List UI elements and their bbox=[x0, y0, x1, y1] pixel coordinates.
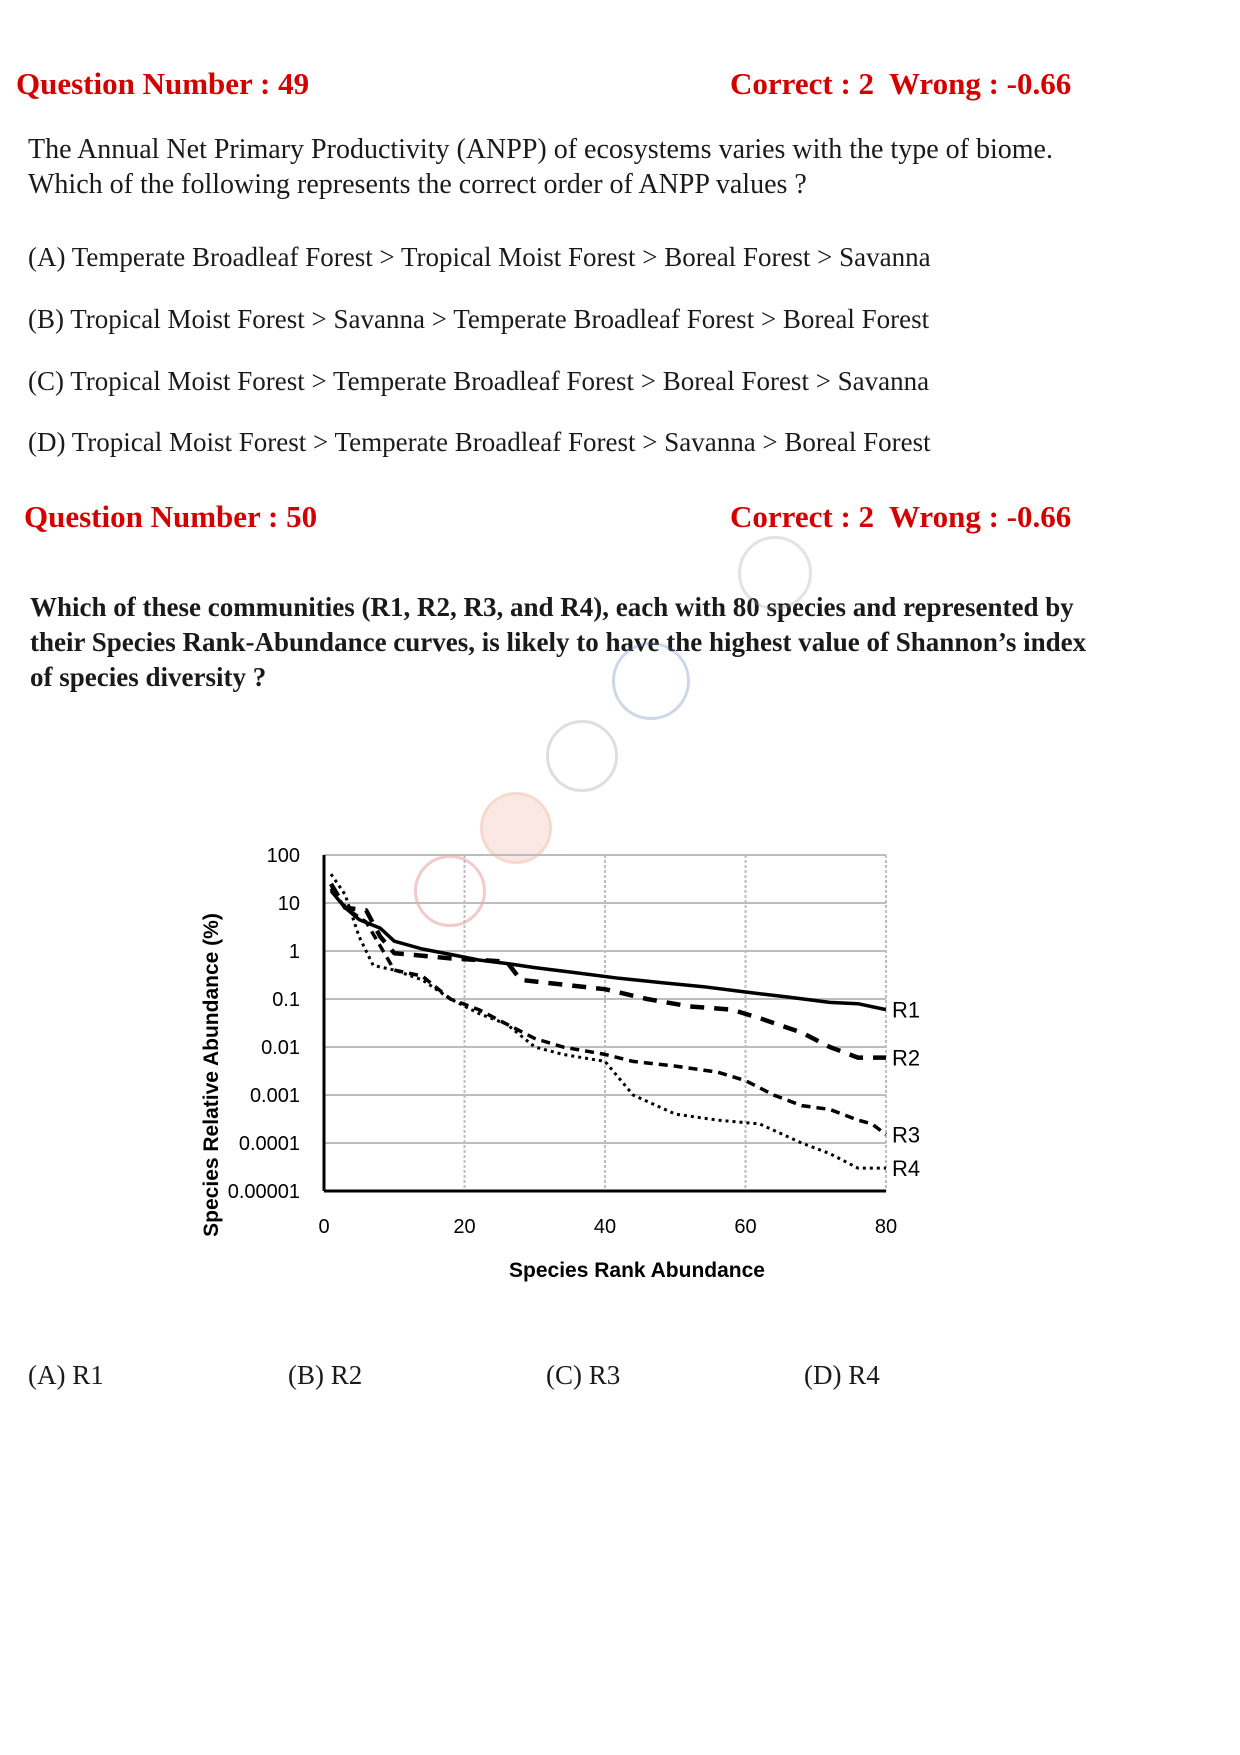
chart-series bbox=[331, 874, 920, 1181]
y-tick-label: 0.01 bbox=[261, 1037, 300, 1059]
watermark-seal bbox=[612, 642, 690, 720]
q50-marks: Correct : 2 Wrong : -0.66 bbox=[730, 499, 1072, 534]
y-tick-label: 1 bbox=[288, 941, 300, 963]
q49-option-c[interactable]: (C) Tropical Moist Forest > Temperate Broadleaf Forest > Boreal Forest > Savanna bbox=[28, 366, 930, 396]
rank-abundance-chart bbox=[200, 835, 940, 1295]
q50-option-a[interactable]: (A) R1 bbox=[28, 1360, 104, 1390]
q49-option-a[interactable]: (A) Temperate Broadleaf Forest > Tropical Moist Forest > Boreal Forest > Savanna bbox=[28, 242, 931, 272]
y-tick-label: 0.0001 bbox=[238, 1133, 300, 1155]
y-tick-label: 10 bbox=[277, 893, 300, 915]
series-line-r2 bbox=[331, 884, 886, 1058]
q50-heading: Question Number : 50 bbox=[24, 499, 318, 534]
q49-option-d[interactable]: (D) Tropical Moist Forest > Temperate Broadleaf Forest > Savanna > Boreal Forest bbox=[28, 427, 931, 457]
x-tick-label: 20 bbox=[453, 1216, 476, 1238]
series-label-r4: R4 bbox=[892, 1156, 921, 1182]
q49-heading: Question Number : 49 bbox=[16, 66, 310, 101]
x-tick-label: 40 bbox=[593, 1216, 617, 1238]
chart-grid bbox=[324, 855, 886, 1191]
x-tick-label: 60 bbox=[734, 1216, 757, 1238]
series-label-r1: R1 bbox=[892, 997, 921, 1023]
y-tick-label: 0.00001 bbox=[227, 1181, 300, 1203]
watermark-seal bbox=[738, 536, 812, 610]
y-tick-label: 0.001 bbox=[249, 1085, 300, 1107]
x-tick-label: 80 bbox=[874, 1216, 898, 1238]
watermark-seal bbox=[546, 720, 618, 792]
y-tick-label: 100 bbox=[266, 845, 300, 867]
x-tick-label: 0 bbox=[318, 1216, 330, 1238]
q50-text: Which of these communities (R1, R2, R3, and R4), each with 80 species and represented by their Species Rank-Abundance curves, is likely to have the highest value of Shannon’s index of species diversity ? bbox=[30, 592, 1087, 692]
series-label-r3: R3 bbox=[892, 1122, 921, 1148]
q50-option-d[interactable]: (D) R4 bbox=[804, 1360, 880, 1390]
q49-option-b[interactable]: (B) Tropical Moist Forest > Savanna > Temperate Broadleaf Forest > Boreal Forest bbox=[28, 304, 930, 334]
series-label-r2: R2 bbox=[892, 1045, 921, 1071]
y-tick-label: 0.1 bbox=[272, 989, 300, 1011]
x-axis-label: Species Rank Abundance bbox=[509, 1259, 765, 1282]
q49-text: The Annual Net Primary Productivity (ANPP) of ecosystems varies with the type of biome. Which of the following represents the correct order of ANPP values ? bbox=[28, 134, 1053, 200]
series-line-r3 bbox=[331, 889, 886, 1135]
q50-option-b[interactable]: (B) R2 bbox=[288, 1360, 363, 1390]
series-line-r4 bbox=[331, 874, 886, 1168]
q50-option-c[interactable]: (C) R3 bbox=[546, 1360, 621, 1390]
q49-marks: Correct : 2 Wrong : -0.66 bbox=[730, 66, 1072, 101]
y-axis-label: Species Relative Abundance (%) bbox=[200, 913, 223, 1237]
